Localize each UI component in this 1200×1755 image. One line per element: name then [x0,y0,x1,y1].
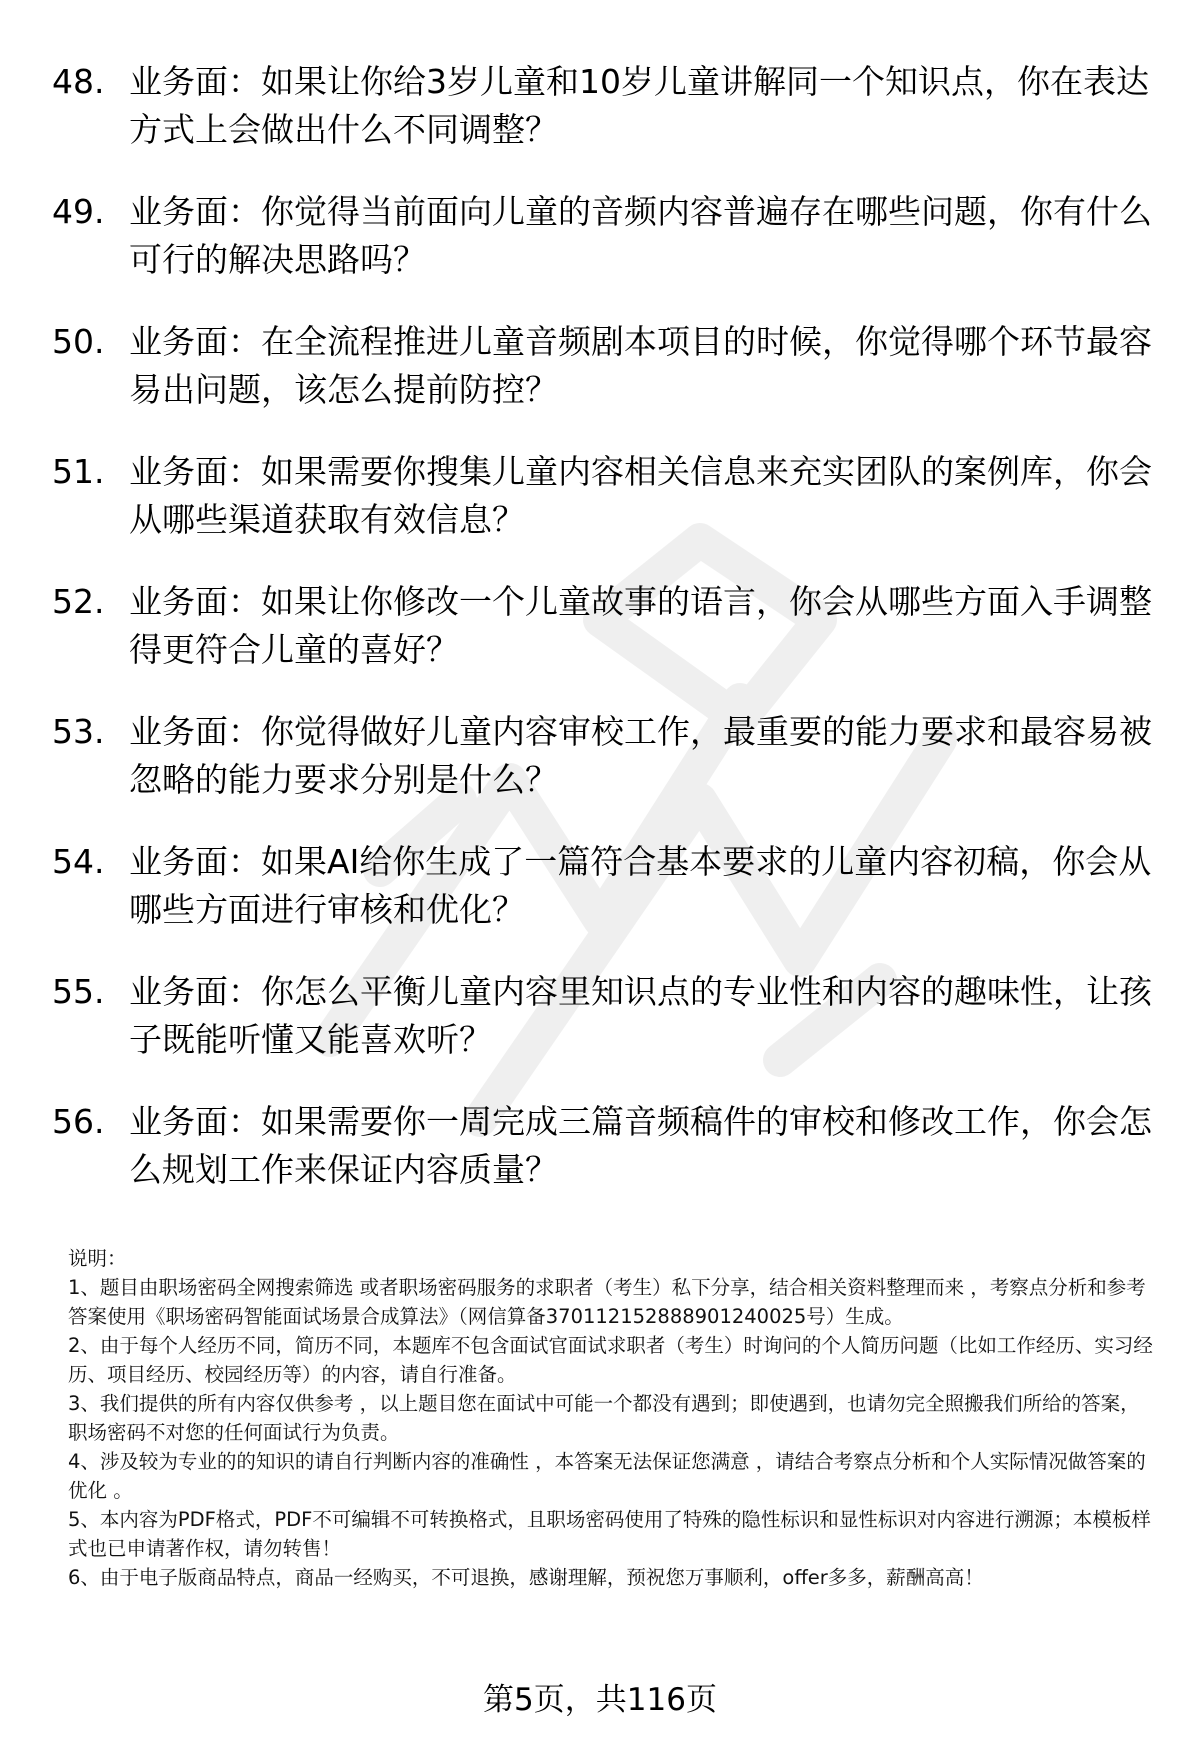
question-item-54 [52,838,1152,968]
note-item-4: 4、涉及较为专业的的知识的请自行判断内容的准确性 ，本答案无法保证您满意 ，请结合考察点分析和个人实际情况做答案的优化 。 [68,1450,1146,1502]
notes-heading: 说明： [68,1247,127,1270]
question-text: 业务面：如果让你给3岁儿童和10岁儿童讲解同一个知识点，你在表达方式上会做出什么不同调整？ [129,62,1149,149]
question-text: 业务面：如果让你修改一个儿童故事的语言，你会从哪些方面入手调整得更符合儿童的喜好？ [129,582,1152,669]
question-text: 业务面：你觉得当前面向儿童的音频内容普遍存在哪些问题，你有什么可行的解决思路吗？ [129,192,1152,279]
question-number: 49. [52,192,105,231]
question-item-55 [52,968,1152,1098]
question-item-52 [52,578,1152,708]
question-item-48 [52,58,1152,188]
notes-section [68,1244,1153,1592]
note-item-5: 5、本内容为PDF格式，PDF不可编辑不可转换格式，且职场密码使用了特殊的隐性标识和显性标识对内容进行溯源；本模板样式也已申请著作权，请勿转售！ [68,1508,1151,1560]
note-item-1: 1、题目由职场密码全网搜索筛选 或者职场密码服务的求职者（考生）私下分享，结合相关资料整理而来 ，考察点分析和参考答案使用《职场密码智能面试场景合成算法》（网信算备370112152888901240025号）生成。 [68,1276,1146,1328]
question-list [52,58,1152,1228]
question-number: 54. [52,842,105,881]
question-item-51 [52,448,1152,578]
question-number: 53. [52,712,105,751]
question-text: 业务面：你怎么平衡儿童内容里知识点的专业性和内容的趣味性，让孩子既能听懂又能喜欢听？ [129,972,1152,1059]
question-number: 56. [52,1102,105,1141]
question-text: 业务面：你觉得做好儿童内容审校工作，最重要的能力要求和最容易被忽略的能力要求分别是什么？ [129,712,1152,799]
question-number: 48. [52,62,105,101]
note-item-2: 2、由于每个人经历不同，简历不同，本题库不包含面试官面试求职者（考生）时询问的个人简历问题（比如工作经历、实习经历、项目经历、校园经历等）的内容，请自行准备。 [68,1334,1153,1386]
question-item-56 [52,1098,1152,1228]
question-text: 业务面：如果需要你一周完成三篇音频稿件的审校和修改工作，你会怎么规划工作来保证内容质量？ [129,1102,1152,1189]
question-item-49 [52,188,1152,318]
note-item-3: 3、我们提供的所有内容仅供参考 ，以上题目您在面试中可能一个都没有遇到；即使遇到，也请勿完全照搬我们所给的答案，职场密码不对您的任何面试行为负责。 [68,1392,1140,1444]
question-text: 业务面：在全流程推进儿童音频剧本项目的时候，你觉得哪个环节最容易出问题，该怎么提前防控？ [129,322,1152,409]
question-item-53 [52,708,1152,838]
page-number-footer: 第5页，共116页 [483,1682,717,1718]
question-number: 50. [52,322,105,361]
question-number: 52. [52,582,105,621]
question-text: 业务面：如果AI给你生成了一篇符合基本要求的儿童内容初稿，你会从哪些方面进行审核和优化？ [129,842,1152,929]
question-number: 51. [52,452,105,491]
question-text: 业务面：如果需要你搜集儿童内容相关信息来充实团队的案例库，你会从哪些渠道获取有效信息？ [129,452,1152,539]
question-number: 55. [52,972,105,1011]
question-item-50 [52,318,1152,448]
note-item-6: 6、由于电子版商品特点，商品一经购买，不可退换，感谢理解，预祝您万事顺利，offer多多，薪酬高高！ [68,1566,984,1589]
